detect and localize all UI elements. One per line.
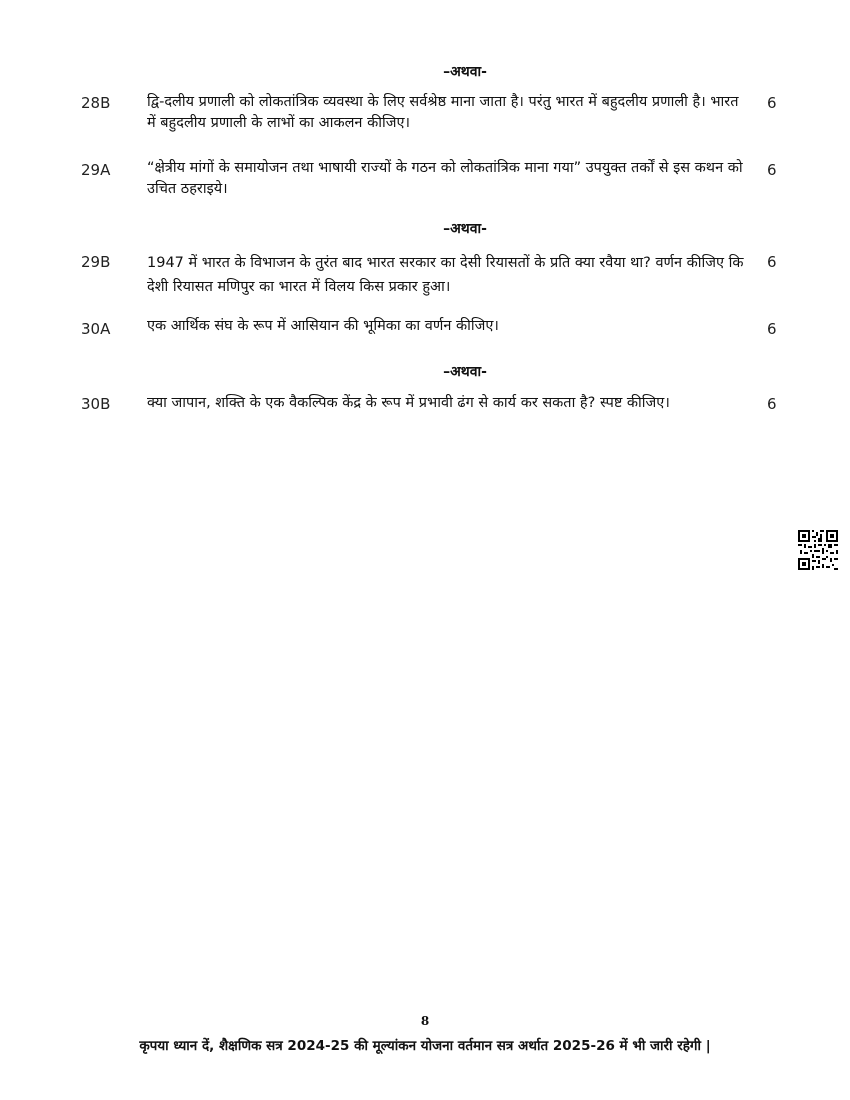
qr-code-icon [798,530,838,570]
or-separator: –अथवा- [443,221,487,237]
question-marks: 6 [767,161,777,179]
question-marks: 6 [767,320,777,338]
page-number: 8 [420,1014,430,1028]
question-number: 30B [81,395,111,413]
question-text: क्या जापान, शक्ति के एक वैकल्पिक केंद्र के रूप में प्रभावी ढंग से कार्य कर सकता है? स्पष्ट कीजिए। [147,395,670,411]
question-marks: 6 [767,253,777,271]
question-text: एक आर्थिक संघ के रूप में आसियान की भूमिका का वर्णन कीजिए। [147,318,499,334]
question-marks: 6 [767,94,777,112]
question-text: द्वि-दलीय प्रणाली को लोकतांत्रिक व्यवस्था के लिए सर्वश्रेष्ठ माना जाता है। परंतु भारत में बहुदलीय प्रणाली है। भारत में बहुदलीय प्रणाली के लाभों का आकलन कीजिए। [147,94,739,131]
question-number: 28B [81,94,111,112]
question-marks: 6 [767,395,777,413]
question-number: 29A [81,161,111,179]
question-number: 29B [81,253,111,271]
or-separator: –अथवा- [443,64,487,80]
or-separator: –अथवा- [443,364,487,380]
question-text: 1947 में भारत के विभाजन के तुरंत बाद भारत सरकार का देसी रियासतों के प्रति क्या रवैया था? वर्णन कीजिए कि देशी रियासत मणिपुर का भारत में विलय किस प्रकार हुआ। [147,255,744,295]
question-number: 30A [81,320,111,338]
footer-note: कृपया ध्यान दें, शैक्षणिक सत्र 2024-25 की मूल्यांकन योजना वर्तमान सत्र अर्थात 2025-26 में भी जारी रहेगी | [139,1038,711,1054]
question-text: “क्षेत्रीय मांगों के समायोजन तथा भाषायी राज्यों के गठन को लोकतांत्रिक माना गया” उपयुक्त तर्कों से इस कथन को उचित ठहराइये। [147,160,743,197]
